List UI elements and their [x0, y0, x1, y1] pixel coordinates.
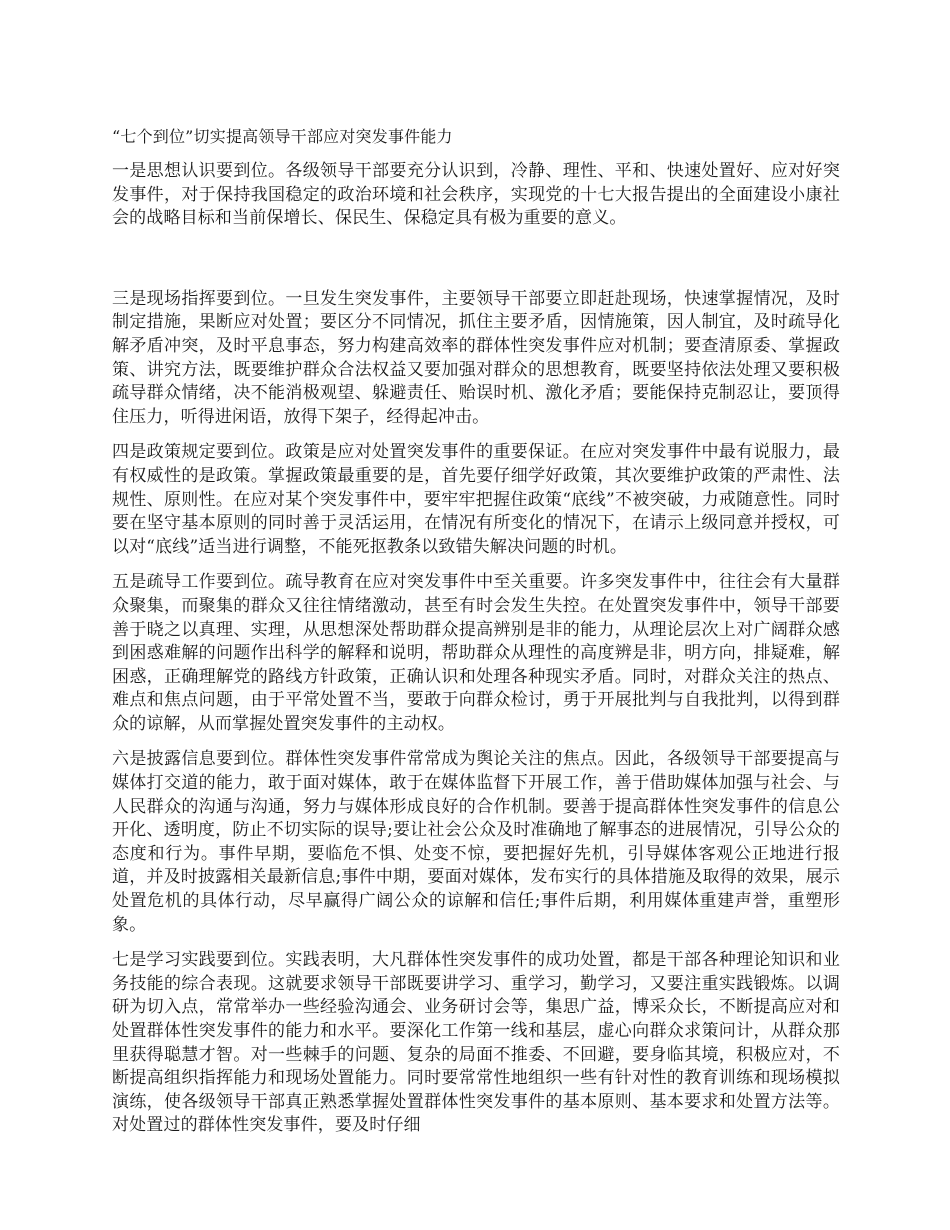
paragraph-learning: 七是学习实践要到位。实践表明，大凡群体性突发事件的成功处置，都是干部各种理论知识和业务技能的综合表现。这就要求领导干部既要讲学习、重学习，勤学习，又要注重实践锻炼。以调研为切入点，常常举办一些经验沟通会、业务研讨会等，集思广益，博采众长，不断提高应对和处置群体性突发事件的能力和水平。要深化工作第一线和基层，虚心向群众求策问计，从群众那里获得聪慧才智。对一些棘手的问题、复杂的局面不推委、不回避，要身临其境，积极应对，不断提高组织指挥能力和现场处置能力。同时要常常性地组织一些有针对性的教育训练和现场模拟演练，使各级领导干部真正熟悉掌握处置群体性突发事件的基本原则、基本要求和处置方法等。对处置过的群体性突发事件，要及时仔细 [112, 950, 840, 1136]
blank-gap [112, 243, 840, 288]
paragraph-policy: 四是政策规定要到位。政策是应对处置突发事件的重要保证。在应对突发事件中最有说服力，最有权威性的是政策。掌握政策最重要的是，首先要仔细学好政策，其次要维护政策的严肃性、法规性、原则性。在应对某个突发事件中，要牢牢把握住政策“底线”不被突破，力戒随意性。同时要在坚守基本原则的同时善于灵活运用，在情况有所变化的情况下，在请示上级同意并授权，可以对“底线”适当进行调整，不能死抠教条以致错失解决问题的时机。 [112, 442, 840, 557]
paragraph-thinking: 一是思想认识要到位。各级领导干部要充分认识到，冷静、理性、平和、快速处置好、应对好突发事件，对于保持我国稳定的政治环境和社会秩序，实现党的十七大报告提出的全面建设小康社会的战略目标和当前保增长、保民生、保稳定具有极为重要的意义。 [112, 161, 840, 229]
document-title: “七个到位”切实提高领导干部应对突发事件能力 [112, 127, 453, 146]
paragraph-onsite-command: 三是现场指挥要到位。一旦发生突发事件，主要领导干部要立即赶赴现场，快速掌握情况，及时制定措施，果断应对处置；要区分不同情况，抓住主要矛盾，因情施策，因人制宜，及时疏导化解矛盾冲突，及时平息事态，努力构建高效率的群体性突发事件应对机制；要查清原委、掌握政策、讲究方法，既要维护群众合法权益又要加强对群众的思想教育，既要坚持依法处理又要积极疏导群众情绪，决不能消极观望、躲避责任、贻误时机、激化矛盾；要能保持克制忍让，要顶得住压力，听得进闲语，放得下架子，经得起冲击。 [112, 288, 840, 427]
paragraph-information: 六是披露信息要到位。群体性突发事件常常成为舆论关注的焦点。因此，各级领导干部要提高与媒体打交道的能力，敢于面对媒体，敢于在媒体监督下开展工作，善于借助媒体加强与社会、与人民群众的沟通与沟通，努力与媒体形成良好的合作机制。要善于提高群体性突发事件的信息公开化、透明度，防止不切实际的误导;要让社会公众及时准确地了解事态的进展情况，引导公众的态度和行为。事件早期，要临危不惧、处变不惊，要把握好先机，引导媒体客观公正地进行报道，并及时披露相关最新信息;事件中期，要面对媒体，发布实行的具体措施及取得的效果，展示处置危机的具体行动，尽早赢得广阔公众的谅解和信任;事件后期，利用媒体重建声誉，重塑形象。 [112, 749, 840, 935]
document-page [112, 126, 840, 1150]
paragraph-guidance: 五是疏导工作要到位。疏导教育在应对突发事件中至关重要。许多突发事件中，往往会有大量群众聚集，而聚集的群众又往往情绪激动，甚至有时会发生失控。在处置突发事件中，领导干部要善于晓之以真理、实理，从思想深处帮助群众提高辨别是非的能力，从理论层次上对广阔群众感到困惑难解的问题作出科学的解释和说明，帮助群众从理性的高度辨是非，明方向，排疑难，解困惑，正确理解党的路线方针政策，正确认识和处理各种现实矛盾。同时，对群众关注的热点、难点和焦点问题，由于平常处置不当，要敢于向群众检讨，勇于开展批判与自我批判，以得到群众的谅解，从而掌握处置突发事件的主动权。 [112, 572, 840, 734]
